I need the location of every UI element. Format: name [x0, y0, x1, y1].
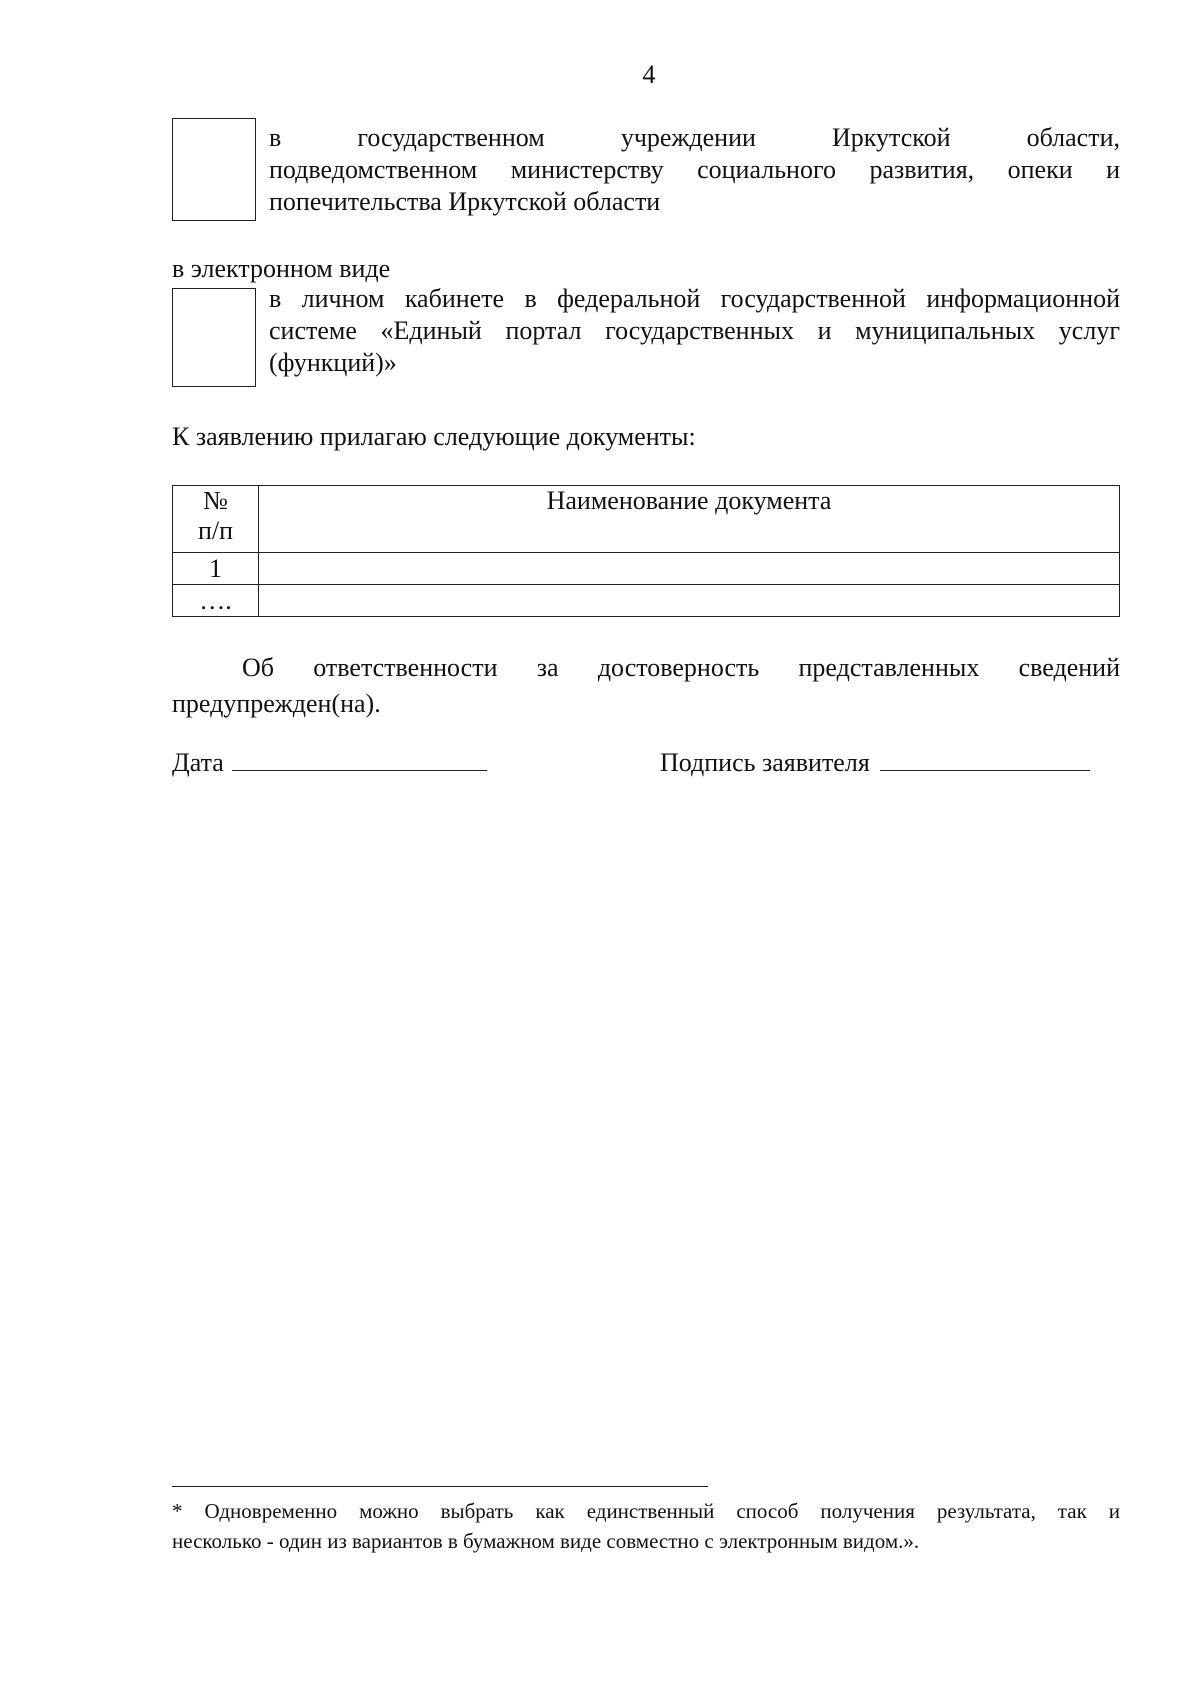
date-field[interactable] [232, 746, 487, 771]
responsibility-warning [172, 650, 1120, 722]
institution-line-1: в государственном учреждении Иркутской области, [269, 123, 1120, 152]
date-label: Дата [172, 748, 224, 777]
table-row [173, 553, 1120, 585]
row-document-name-field[interactable] [259, 553, 1120, 585]
option-institution[interactable] [172, 118, 1120, 222]
row-number: …. [173, 585, 259, 617]
portal-checkbox[interactable] [172, 288, 256, 387]
portal-line-1: в личном кабинете в федеральной государственной информационной [269, 284, 1120, 313]
institution-checkbox[interactable] [172, 118, 256, 221]
institution-line-2: подведомственном министерству социального развития, опеки и [269, 155, 1120, 184]
signature-label: Подпись заявителя [660, 748, 870, 777]
institution-option-text [269, 122, 1120, 218]
option-electronic-portal[interactable] [172, 284, 1120, 388]
signature-block [660, 746, 1090, 778]
documents-table [172, 485, 1120, 617]
institution-line-3: попечительства Иркутской области [269, 187, 661, 216]
header-number-abbr: п/п [197, 516, 234, 545]
electronic-section-label: в электронном виде [172, 254, 391, 283]
header-document-name: Наименование документа [259, 486, 1120, 553]
portal-option-text [269, 283, 1120, 379]
footnote [172, 1496, 1120, 1556]
table-header-row [173, 486, 1120, 553]
footnote-divider [172, 1486, 708, 1487]
attachments-title: К заявлению прилагаю следующие документы: [172, 422, 696, 451]
page-number: 4 [642, 60, 656, 89]
footnote-line-2: несколько - один из вариантов в бумажном виде совместно с электронным видом.». [172, 1529, 920, 1553]
signature-field[interactable] [880, 746, 1090, 771]
portal-line-2: системе «Единый портал государственных и муниципальных услуг [269, 316, 1120, 345]
table-row [173, 585, 1120, 617]
date-block [172, 746, 487, 778]
warning-line-1: Об ответственности за достоверность представленных сведений [242, 653, 1120, 682]
footnote-line-1: * Одновременно можно выбрать как единственный способ получения результата, так и [172, 1499, 1120, 1523]
warning-line-2: предупрежден(на). [172, 689, 381, 718]
header-number-symbol: № [203, 486, 228, 515]
row-number: 1 [173, 553, 259, 585]
row-document-name-field[interactable] [259, 585, 1120, 617]
portal-line-3: (функций)» [269, 348, 397, 377]
header-number [173, 486, 259, 553]
